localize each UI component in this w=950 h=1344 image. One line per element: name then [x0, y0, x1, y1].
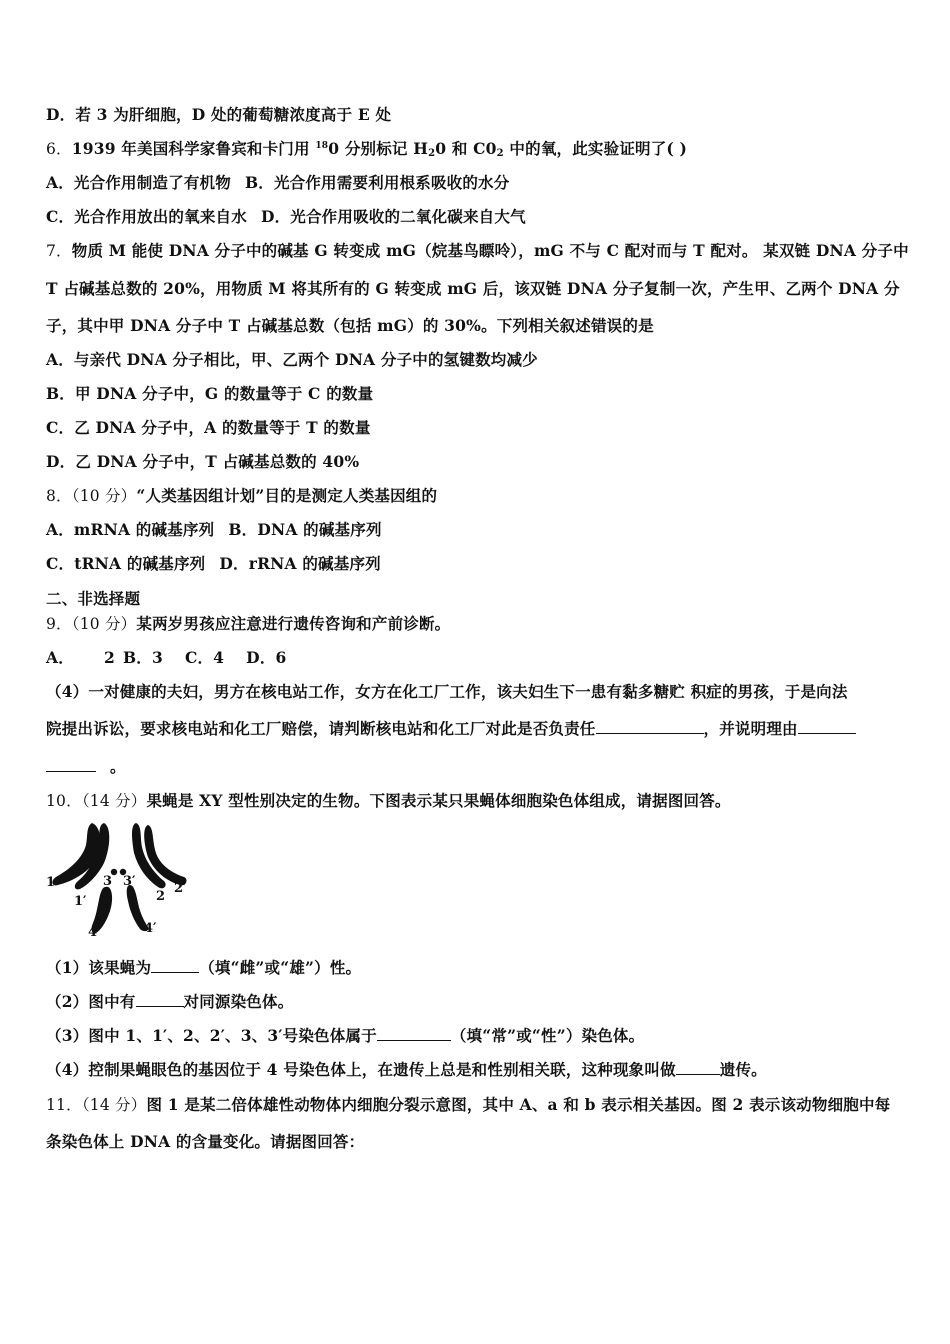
q6-option-d: D．光合作用吸收的二氧化碳来自大气: [260, 207, 526, 226]
q10-number: 10．（14 分）: [46, 792, 147, 810]
q6-number: 6．: [46, 140, 72, 158]
q7-option-c: C．乙 DNA 分子中，A 的数量等于 T 的数量: [46, 418, 371, 437]
q6-options-ab: [46, 171, 509, 193]
q9-option-a-value: 2: [103, 648, 115, 667]
q6-option-c: C．光合作用放出的氧来自水: [46, 207, 247, 226]
answer-blank[interactable]: [676, 1060, 720, 1075]
answer-blank[interactable]: [46, 757, 96, 772]
q11-number: 11．（14 分）: [46, 1096, 147, 1114]
q9-options: [46, 646, 287, 668]
q9-number: 9．（10 分）: [46, 615, 137, 633]
chromosome-figure: [44, 815, 194, 945]
answer-blank[interactable]: [798, 719, 856, 734]
q10-sub2: （2）图中有 对同源染色体。: [46, 992, 294, 1011]
q9-option-d: D．6: [246, 648, 287, 667]
q7-number: 7．: [46, 242, 72, 260]
q11-stem-line1: 11．（14 分）图 1 是某二倍体雄性动物体内细胞分裂示意图，其中 A、a 和 b 表示相关基因。图 2 表示该动物细胞中每: [46, 1095, 891, 1114]
q7-option-a: A．与亲代 DNA 分子相比，甲、乙两个 DNA 分子中的氢键数均减少: [46, 350, 538, 369]
figure-label: 2′: [174, 881, 187, 896]
q8-option-a: A．mRNA 的碱基序列: [46, 520, 215, 539]
figure-label: 3: [103, 874, 113, 889]
figure-label: 1′: [74, 894, 87, 909]
q7-stem-line2: T 占碱基总数的 20%，用物质 M 将其所有的 G 转变成 mG 后，该双链 DNA 分子复制一次，产生甲、乙两个 DNA 分: [46, 279, 900, 298]
answer-blank[interactable]: [377, 1026, 451, 1041]
section-title: 二、非选择题: [46, 589, 141, 608]
answer-blank[interactable]: [596, 719, 704, 734]
q9-option-a: A．: [46, 648, 74, 667]
q10-sub3: （3）图中 1、1′、2、2′、3、3′号染色体属于 （填“常”或“性”）染色体。: [46, 1026, 645, 1045]
figure-label: 1: [46, 875, 56, 890]
q9-sub4-line3: 。: [46, 755, 126, 777]
figure-labels: [46, 874, 187, 940]
q8-option-b: B．DNA 的碱基序列: [228, 520, 382, 539]
q9-sub4-line2: 院提出诉讼，要求核电站和化工厂赔偿，请判断核电站和化工厂对此是否负责任 ，并说明理由: [46, 717, 856, 739]
q8-options-cd: [46, 552, 381, 574]
figure-label: 2: [156, 889, 166, 904]
q8-options-ab: [46, 518, 382, 540]
q7-option-b: B．甲 DNA 分子中，G 的数量等于 C 的数量: [46, 384, 374, 403]
chromosomes: [52, 823, 186, 933]
q7-option-d: D．乙 DNA 分子中，T 占碱基总数的 40%: [46, 452, 360, 471]
q6-option-b: B．光合作用需要利用根系吸收的水分: [244, 173, 510, 192]
q6-options-cd: [46, 205, 526, 227]
q9-sub4-line1: （4）一对健康的夫妇，男方在核电站工作，女方在化工厂工作，该夫妇生下一患有黏多糖贮 积症的男孩，于是向法: [46, 682, 848, 701]
q5-option-d: D．若 3 为肝细胞，D 处的葡萄糖浓度高于 E 处: [46, 105, 392, 124]
q10-sub1: （1）该果蝇为 （填“雌”或“雄”）性。: [46, 958, 362, 977]
q10-stem: 10．（14 分）果蝇是 XY 型性别决定的生物。下图表示某只果蝇体细胞染色体组成，请据图回答。: [46, 791, 731, 810]
answer-blank[interactable]: [136, 992, 184, 1007]
q9-option-b: B．3: [122, 648, 163, 667]
q8-number: 8．（10 分）: [46, 487, 137, 505]
q10-sub4: （4）控制果蝇眼色的基因位于 4 号染色体上，在遗传上总是和性别相关联，这种现象叫做 遗传。: [46, 1060, 767, 1079]
q8-option-d: D．rRNA 的碱基序列: [219, 554, 381, 573]
q8-stem: 8．（10 分）“人类基因组计划”目的是测定人类基因组的: [46, 486, 438, 505]
q7-stem-line1: 7．物质 M 能使 DNA 分子中的碱基 G 转变成 mG（烷基鸟瞟呤），mG 不与 C 配对而与 T 配对。 某双链 DNA 分子中: [46, 241, 909, 260]
answer-blank[interactable]: [151, 958, 199, 973]
q11-stem-line2: 条染色体上 DNA 的含量变化。请据图回答：: [46, 1132, 365, 1151]
figure-label: 4′: [144, 921, 157, 936]
figure-label: 4: [88, 925, 98, 940]
q6-stem: 6．1939 年美国科学家鲁宾和卡门用 $^{18}$0 分别标记 $H_20$ 和 $C0_2$ 中的氧，此实验证明了( ): [46, 139, 688, 159]
q9-stem: 9．（10 分）某两岁男孩应注意进行遗传咨询和产前诊断。: [46, 614, 451, 633]
figure-label: 3′: [123, 874, 136, 889]
q9-option-c: C．4: [184, 648, 225, 667]
q7-stem-line3: 子，其中甲 DNA 分子中 T 占碱基总数（包括 mG）的 30%。下列相关叙述错误的是: [46, 316, 654, 335]
q8-option-c: C．tRNA 的碱基序列: [46, 554, 206, 573]
q6-option-a: A．光合作用制造了有机物: [46, 173, 231, 192]
